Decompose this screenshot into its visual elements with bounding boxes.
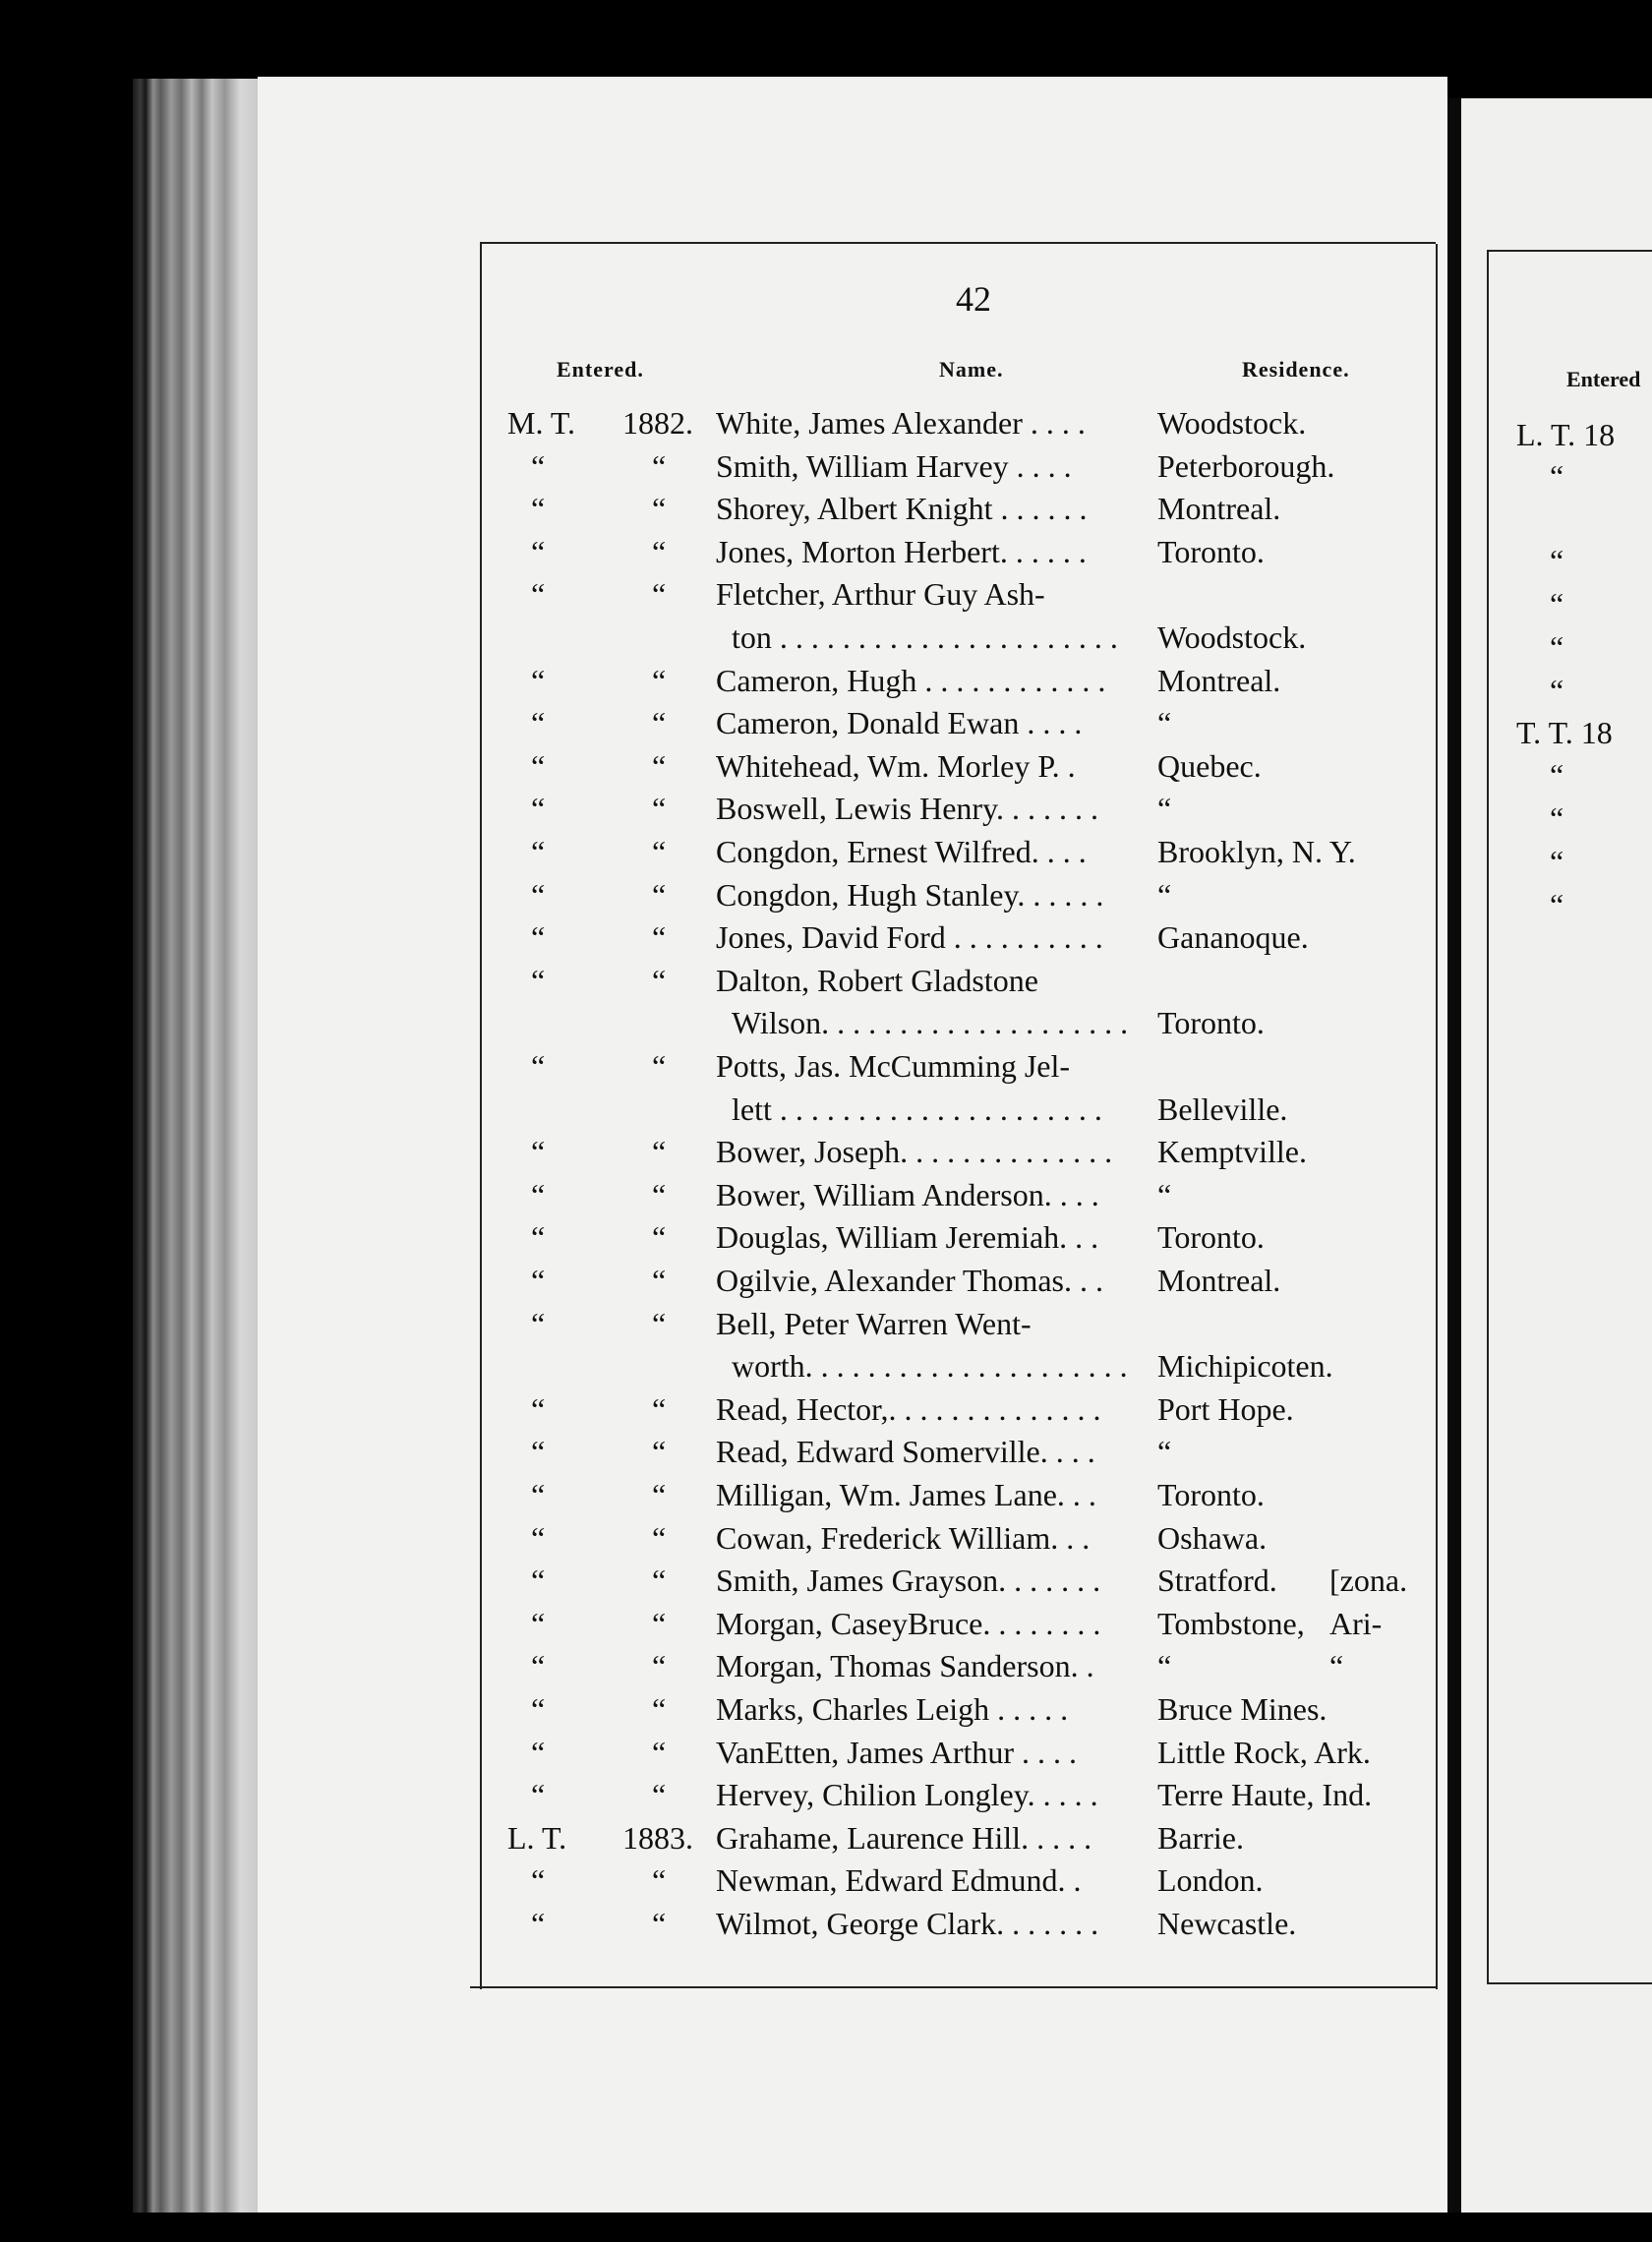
right-list-item: “ xyxy=(1550,629,1564,665)
entered-term: “ xyxy=(531,1048,546,1084)
table-row xyxy=(0,1516,1652,1560)
entered-term: “ xyxy=(531,1176,546,1212)
residence-cell: Toronto. xyxy=(1157,1005,1265,1041)
name-cell: Bower, Joseph. . . . . . . . . . . . . . xyxy=(716,1134,1113,1170)
table-row xyxy=(0,530,1652,573)
header-name: Name. xyxy=(939,357,1004,382)
entered-year: “ xyxy=(652,533,667,569)
entered-year: “ xyxy=(652,1390,667,1427)
name-cell: Cameron, Donald Ewan . . . . xyxy=(716,705,1083,741)
right-list-item: “ xyxy=(1550,887,1564,922)
name-cell: Potts, Jas. McCumming Jel- xyxy=(716,1048,1071,1084)
entered-year: “ xyxy=(652,1176,667,1212)
table-row xyxy=(0,744,1652,788)
entered-year: “ xyxy=(652,876,667,913)
right-list-item: “ xyxy=(1550,543,1564,578)
residence-cell: Stratford. xyxy=(1157,1563,1277,1599)
name-cell: VanEtten, James Arthur . . . . xyxy=(716,1734,1078,1770)
name-cell: Bower, William Anderson. . . . xyxy=(716,1176,1099,1212)
table-row xyxy=(0,1430,1652,1473)
residence-cell: “ xyxy=(1157,705,1172,741)
residence-cell: Montreal. xyxy=(1157,662,1281,698)
table-row xyxy=(0,830,1652,873)
entered-term: “ xyxy=(531,1434,546,1470)
table-row xyxy=(0,1387,1652,1431)
entered-year: “ xyxy=(652,705,667,741)
table-row xyxy=(0,444,1652,488)
right-list-item: L. T. 18 xyxy=(1516,417,1616,452)
table-row xyxy=(0,873,1652,916)
name-cell: ton . . . . . . . . . . . . . . . . . . . . . . xyxy=(732,620,1118,655)
entered-term: “ xyxy=(531,1263,546,1298)
entered-term: “ xyxy=(531,576,546,613)
table-row xyxy=(0,1130,1652,1173)
table-row xyxy=(0,616,1652,659)
residence-cell: London. xyxy=(1157,1862,1264,1899)
residence-cell: “ xyxy=(1157,791,1172,827)
name-cell: Jones, Morton Herbert. . . . . . xyxy=(716,533,1087,569)
table-row xyxy=(0,1044,1652,1088)
name-cell: Grahame, Laurence Hill. . . . . xyxy=(716,1819,1092,1856)
residence-cell: Toronto. xyxy=(1157,1477,1265,1512)
entered-term: “ xyxy=(531,1648,546,1684)
name-cell: Fletcher, Arthur Guy Ash- xyxy=(716,576,1045,613)
entered-term: “ xyxy=(531,447,546,484)
entered-term: “ xyxy=(531,791,546,827)
entered-year: “ xyxy=(652,1048,667,1084)
name-cell: Hervey, Chilion Longley. . . . . xyxy=(716,1777,1098,1813)
residence-cell: Terre Haute, Ind. xyxy=(1157,1777,1373,1813)
residence-cell: Bruce Mines. xyxy=(1157,1691,1328,1727)
name-cell: Congdon, Ernest Wilfred. . . . xyxy=(716,834,1087,869)
name-cell: White, James Alexander . . . . xyxy=(716,405,1086,441)
name-cell: Ogilvie, Alexander Thomas. . . xyxy=(716,1263,1103,1298)
residence-cell: Barrie. xyxy=(1157,1819,1244,1856)
header-residence: Residence. xyxy=(1242,357,1350,382)
table-row xyxy=(0,1858,1652,1902)
entered-term: “ xyxy=(531,1777,546,1813)
residence-cell: “ xyxy=(1157,1648,1172,1684)
table-row xyxy=(0,659,1652,702)
residence-cell: Montreal. xyxy=(1157,491,1281,527)
name-cell: Cameron, Hugh . . . . . . . . . . . . xyxy=(716,662,1106,698)
residence-extra: [zona. xyxy=(1329,1563,1408,1599)
entered-term: L. T. xyxy=(507,1819,567,1856)
name-cell: Milligan, Wm. James Lane. . . xyxy=(716,1477,1096,1512)
right-header-entered: Entered xyxy=(1566,367,1641,391)
residence-cell: Peterborough. xyxy=(1157,447,1335,484)
entered-term: “ xyxy=(531,1219,546,1256)
entered-year: “ xyxy=(652,1648,667,1684)
residence-cell: Little Rock, Ark. xyxy=(1157,1734,1371,1770)
table-row xyxy=(0,787,1652,830)
entered-year: “ xyxy=(652,962,667,998)
entered-term: “ xyxy=(531,834,546,869)
name-cell: Read, Edward Somerville. . . . xyxy=(716,1434,1095,1470)
entered-term: “ xyxy=(531,1477,546,1512)
entered-year: “ xyxy=(652,1605,667,1641)
entered-year: “ xyxy=(652,1219,667,1256)
table-row xyxy=(0,1816,1652,1859)
name-cell: Congdon, Hugh Stanley. . . . . . xyxy=(716,876,1104,913)
right-top-rule xyxy=(1487,250,1652,252)
table-row xyxy=(0,1259,1652,1302)
residence-cell: Oshawa. xyxy=(1157,1519,1268,1556)
residence-cell: Toronto. xyxy=(1157,533,1265,569)
entered-term: “ xyxy=(531,1734,546,1770)
name-cell: Newman, Edward Edmund. . xyxy=(716,1862,1082,1899)
right-bottom-rule xyxy=(1487,1982,1652,1984)
residence-cell: Brooklyn, N. Y. xyxy=(1157,834,1356,869)
entered-term: “ xyxy=(531,1862,546,1899)
table-row xyxy=(0,401,1652,444)
entered-term: “ xyxy=(531,1691,546,1727)
residence-cell: Tombstone, xyxy=(1157,1605,1305,1641)
header-entered: Entered. xyxy=(557,357,644,382)
entered-term: “ xyxy=(531,747,546,784)
table-row xyxy=(0,1001,1652,1044)
residence-cell: Kemptville. xyxy=(1157,1134,1307,1170)
entered-year: 1882. xyxy=(622,405,693,441)
name-cell: Wilson. . . . . . . . . . . . . . . . . . . . xyxy=(732,1005,1129,1041)
right-list-item: “ xyxy=(1550,757,1564,793)
table-row xyxy=(0,1215,1652,1259)
entered-year: “ xyxy=(652,491,667,527)
table-row xyxy=(0,915,1652,959)
right-list-item: “ xyxy=(1550,586,1564,621)
entered-year: “ xyxy=(652,1777,667,1813)
residence-cell: Montreal. xyxy=(1157,1263,1281,1298)
residence-cell: “ xyxy=(1157,1434,1172,1470)
name-cell: Cowan, Frederick William. . . xyxy=(716,1519,1091,1556)
residence-cell: “ xyxy=(1157,1176,1172,1212)
entered-term: “ xyxy=(531,876,546,913)
entered-year: “ xyxy=(652,834,667,869)
table-row xyxy=(0,1302,1652,1345)
entered-term: “ xyxy=(531,1134,546,1170)
name-cell: Smith, William Harvey . . . . xyxy=(716,447,1072,484)
entered-year: “ xyxy=(652,1906,667,1941)
name-cell: Wilmot, George Clark. . . . . . . xyxy=(716,1906,1099,1941)
right-list-item: T. T. 18 xyxy=(1516,715,1613,750)
entered-year: “ xyxy=(652,1862,667,1899)
entered-term: “ xyxy=(531,1563,546,1599)
residence-extra: “ xyxy=(1329,1648,1344,1684)
name-cell: Whitehead, Wm. Morley P. . xyxy=(716,747,1076,784)
entered-term: “ xyxy=(531,962,546,998)
entered-year: “ xyxy=(652,1305,667,1341)
entered-year: “ xyxy=(652,1434,667,1470)
residence-cell: Belleville. xyxy=(1157,1091,1288,1127)
entered-term: “ xyxy=(531,1906,546,1941)
residence-cell: Gananoque. xyxy=(1157,919,1309,956)
entered-year: “ xyxy=(652,1563,667,1599)
entered-term: “ xyxy=(531,919,546,956)
table-row xyxy=(0,572,1652,616)
residence-cell: Toronto. xyxy=(1157,1219,1265,1256)
entered-term: “ xyxy=(531,705,546,741)
right-list-item: “ xyxy=(1550,800,1564,836)
name-cell: Douglas, William Jeremiah. . . xyxy=(716,1219,1099,1256)
page-number: 42 xyxy=(956,279,991,319)
entered-year: “ xyxy=(652,919,667,956)
table-row xyxy=(0,1687,1652,1731)
entered-year: “ xyxy=(652,576,667,613)
name-cell: Boswell, Lewis Henry. . . . . . . xyxy=(716,791,1098,827)
entered-term: M. T. xyxy=(507,405,576,441)
residence-cell: Woodstock. xyxy=(1157,405,1307,441)
right-page-frame xyxy=(1487,252,1652,1982)
name-cell: worth. . . . . . . . . . . . . . . . . . . . . xyxy=(732,1348,1128,1385)
name-cell: Morgan, Thomas Sanderson. . xyxy=(716,1648,1094,1684)
table-row xyxy=(0,1173,1652,1216)
table-row xyxy=(0,959,1652,1002)
entered-year: “ xyxy=(652,1134,667,1170)
table-row xyxy=(0,1731,1652,1774)
table-row xyxy=(0,1644,1652,1687)
entered-term: “ xyxy=(531,491,546,527)
name-cell: Jones, David Ford . . . . . . . . . . xyxy=(716,919,1103,956)
entered-year: “ xyxy=(652,791,667,827)
entered-term: “ xyxy=(531,533,546,569)
right-list-item: “ xyxy=(1550,844,1564,879)
right-list-item: “ xyxy=(1550,673,1564,708)
table-row xyxy=(0,1773,1652,1816)
residence-cell: Newcastle. xyxy=(1157,1906,1297,1941)
entered-year: “ xyxy=(652,1691,667,1727)
name-cell: Morgan, CaseyBruce. . . . . . . . xyxy=(716,1605,1101,1641)
entered-year: “ xyxy=(652,447,667,484)
name-cell: Read, Hector,. . . . . . . . . . . . . . xyxy=(716,1390,1101,1427)
right-list-item: “ xyxy=(1550,458,1564,494)
table-row xyxy=(0,1902,1652,1945)
entered-year: “ xyxy=(652,747,667,784)
entered-year: “ xyxy=(652,1734,667,1770)
entered-term: “ xyxy=(531,1605,546,1641)
entered-term: “ xyxy=(531,1519,546,1556)
residence-cell: Michipicoten. xyxy=(1157,1348,1333,1385)
name-cell: lett . . . . . . . . . . . . . . . . . . . . . xyxy=(732,1091,1102,1127)
table-row xyxy=(0,487,1652,530)
entered-term: “ xyxy=(531,662,546,698)
entered-year: 1883. xyxy=(622,1819,693,1856)
table-row xyxy=(0,1559,1652,1602)
table-row xyxy=(0,701,1652,744)
table-row xyxy=(0,1344,1652,1387)
name-cell: Smith, James Grayson. . . . . . . xyxy=(716,1563,1101,1599)
name-cell: Bell, Peter Warren Went- xyxy=(716,1305,1032,1341)
top-rule xyxy=(480,242,1436,244)
name-cell: Dalton, Robert Gladstone xyxy=(716,962,1038,998)
entered-year: “ xyxy=(652,1519,667,1556)
table-row xyxy=(0,1088,1652,1131)
entered-year: “ xyxy=(652,1263,667,1298)
name-cell: Marks, Charles Leigh . . . . . xyxy=(716,1691,1069,1727)
bottom-rule xyxy=(470,1986,1436,1988)
table-row xyxy=(0,1473,1652,1516)
entered-term: “ xyxy=(531,1390,546,1427)
residence-cell: Quebec. xyxy=(1157,747,1262,784)
table-row xyxy=(0,1602,1652,1645)
entered-year: “ xyxy=(652,662,667,698)
residence-cell: “ xyxy=(1157,876,1172,913)
residence-extra: Ari- xyxy=(1329,1605,1383,1641)
name-cell: Shorey, Albert Knight . . . . . . xyxy=(716,491,1088,527)
residence-cell: Woodstock. xyxy=(1157,620,1307,655)
entered-term: “ xyxy=(531,1305,546,1341)
entered-year: “ xyxy=(652,1477,667,1512)
residence-cell: Port Hope. xyxy=(1157,1390,1294,1427)
